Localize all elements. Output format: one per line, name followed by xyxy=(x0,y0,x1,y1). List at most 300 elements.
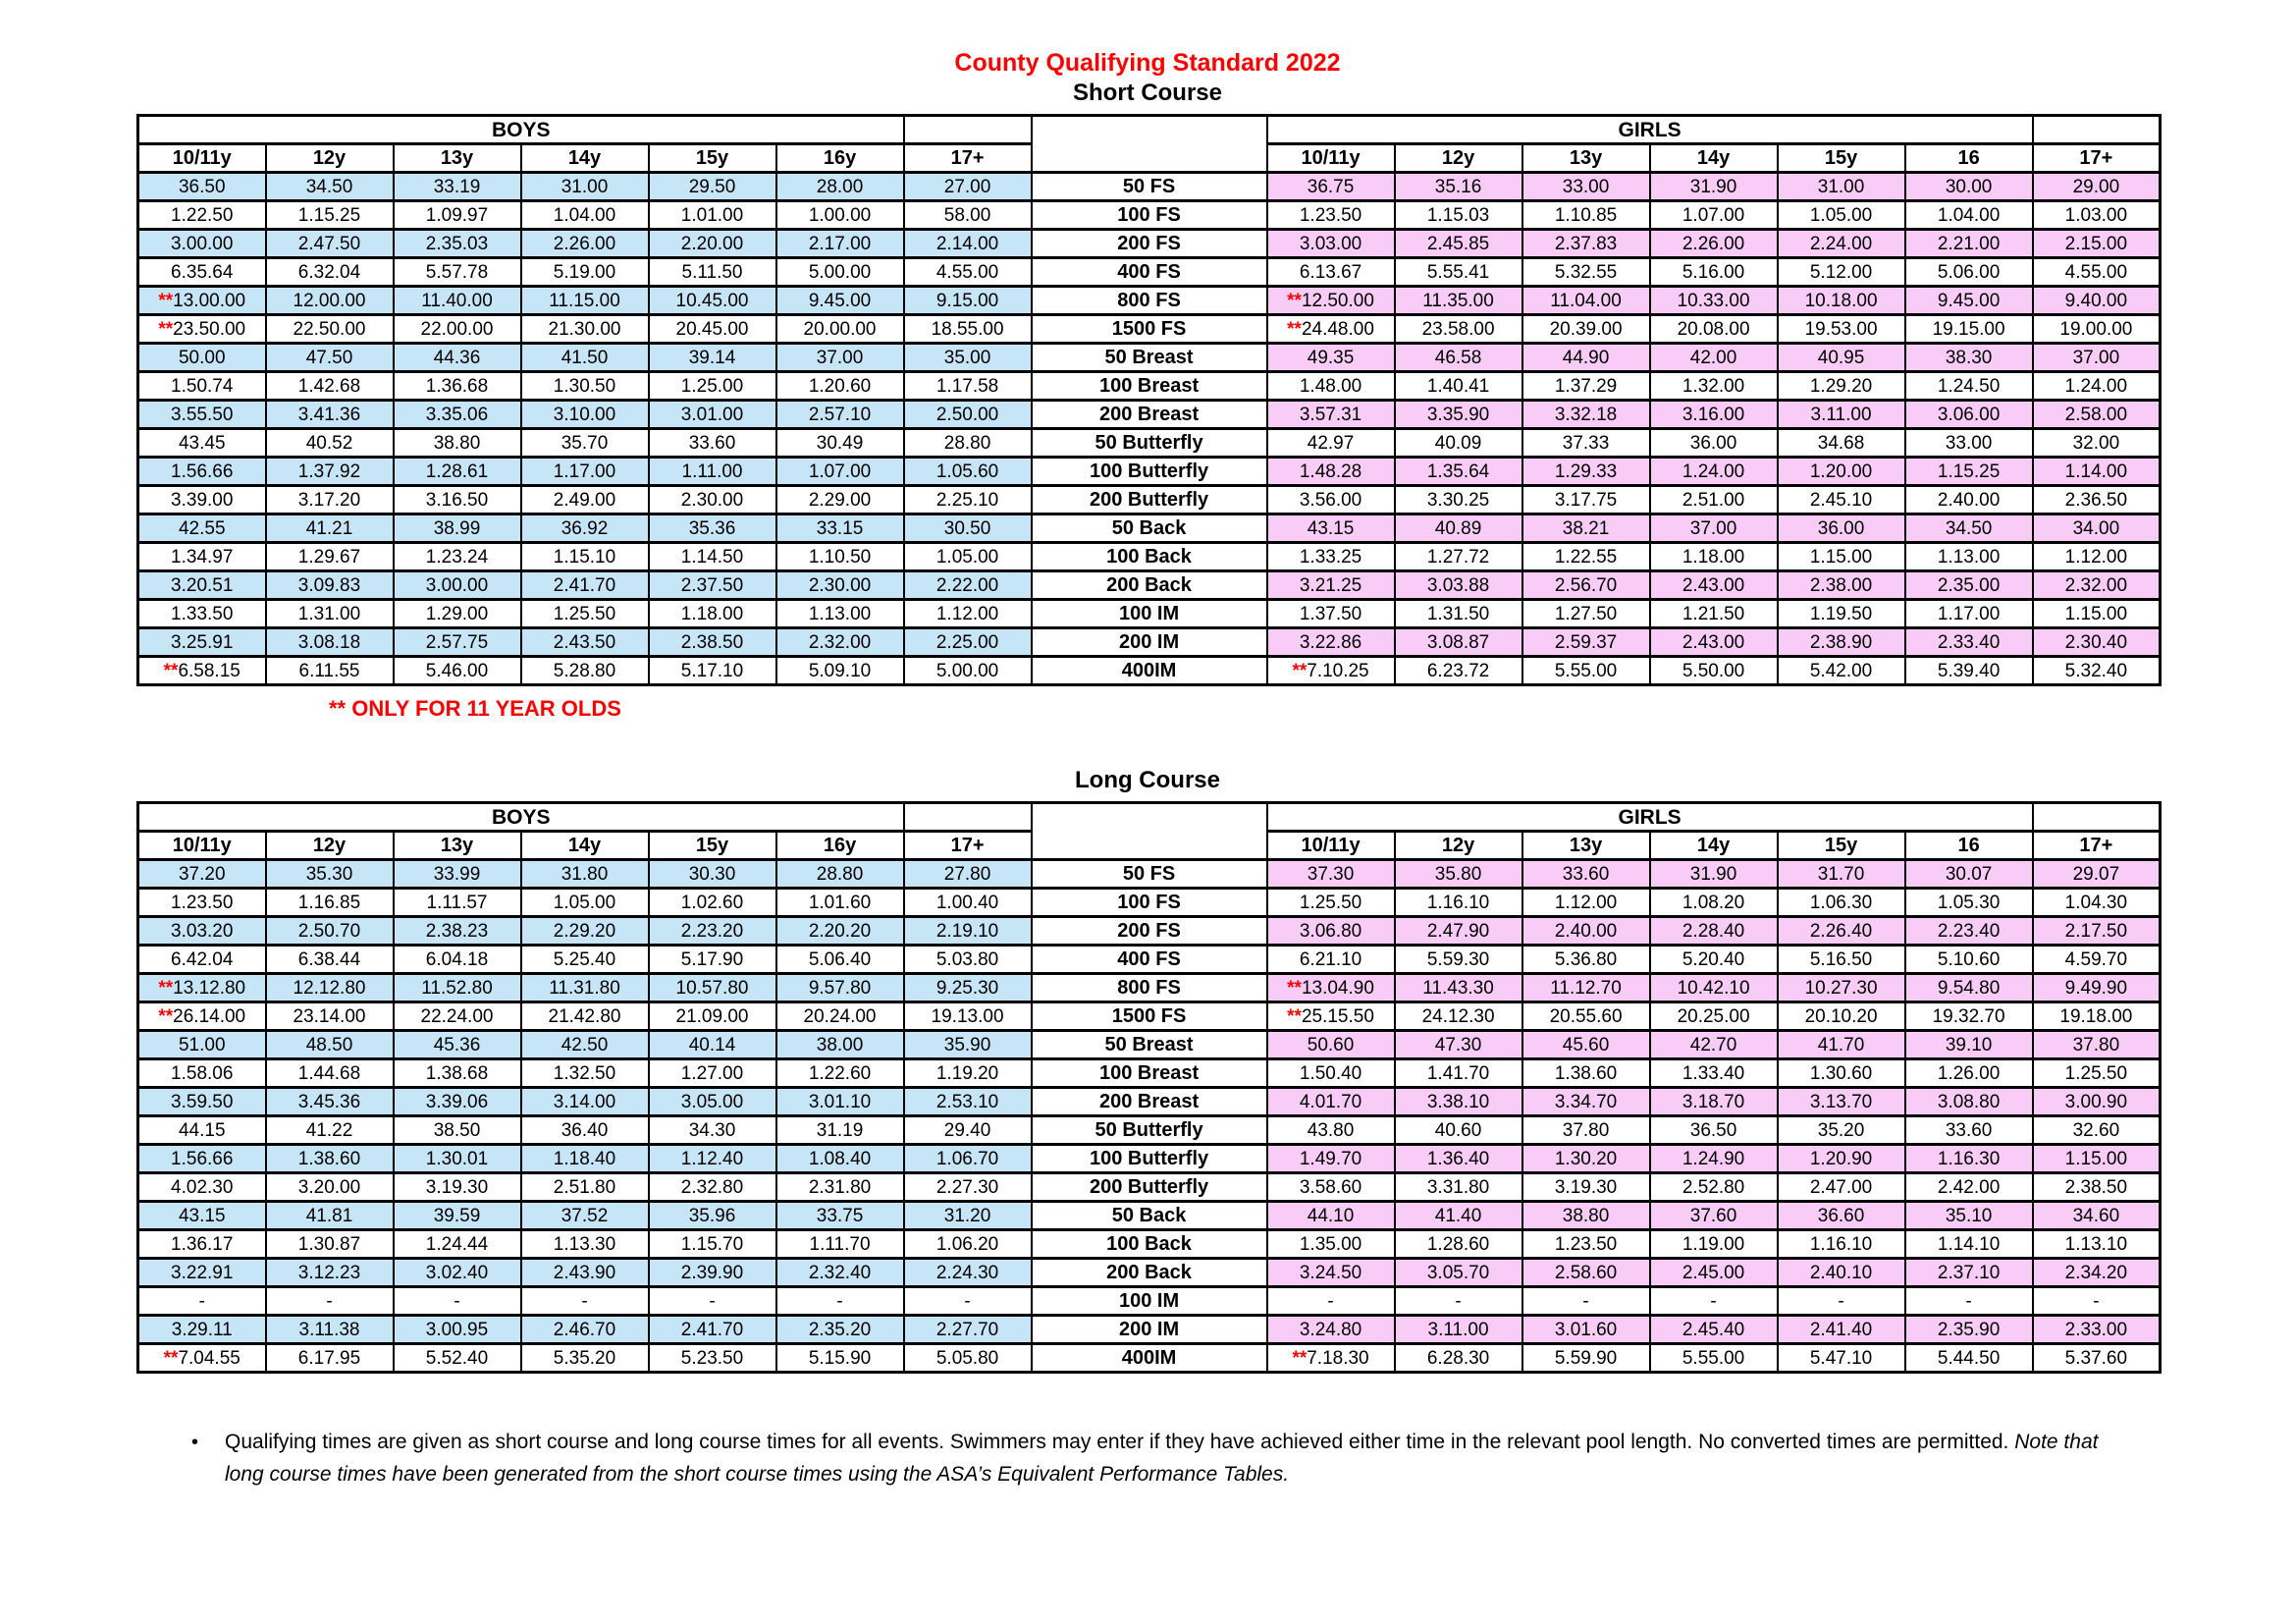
girls-time-cell: 45.60 xyxy=(1522,1031,1650,1059)
short-course-title: Short Course xyxy=(1072,80,1222,106)
boys-time-cell: 5.09.10 xyxy=(776,657,904,685)
girls-group-header: GIRLS xyxy=(1267,803,2033,832)
table-row xyxy=(138,974,2161,1002)
table-row xyxy=(138,287,2161,315)
girls-time-cell: 3.05.70 xyxy=(1395,1259,1522,1287)
boys-time-cell: 1.34.97 xyxy=(138,543,266,571)
boys-time-cell: 58.00 xyxy=(904,201,1032,230)
girls-age-header: 10/11y xyxy=(1267,832,1395,860)
boys-time-cell: 11.40.00 xyxy=(394,287,521,315)
boys-time-cell: 1.06.20 xyxy=(904,1230,1032,1259)
girls-time-cell: 43.80 xyxy=(1267,1116,1395,1145)
girls-time-cell: 1.15.00 xyxy=(2033,600,2161,628)
table-row xyxy=(138,486,2161,514)
boys-time-cell: 40.14 xyxy=(649,1031,776,1059)
girls-time-cell: 32.00 xyxy=(2033,429,2161,458)
table-row xyxy=(138,372,2161,401)
girls-time-cell: 3.57.31 xyxy=(1267,401,1395,429)
boys-time-cell: 21.30.00 xyxy=(521,315,649,344)
girls-time-cell: 5.16.00 xyxy=(1650,258,1778,287)
girls-time-cell: 9.54.80 xyxy=(1905,974,2033,1002)
girls-time-cell: 46.58 xyxy=(1395,344,1522,372)
event-label: 200 IM xyxy=(1032,628,1267,657)
table-row xyxy=(138,1202,2161,1230)
boys-time-cell: 2.30.00 xyxy=(776,571,904,600)
boys-time-cell: 5.46.00 xyxy=(394,657,521,685)
boys-time-cell: 2.20.00 xyxy=(649,230,776,258)
boys-time-cell: 37.52 xyxy=(521,1202,649,1230)
boys-age-header: 10/11y xyxy=(138,832,266,860)
girls-time-cell: 3.30.25 xyxy=(1395,486,1522,514)
event-label: 1500 FS xyxy=(1032,1002,1267,1031)
girls-time-cell: 1.35.00 xyxy=(1267,1230,1395,1259)
boys-time-cell: 1.27.00 xyxy=(649,1059,776,1088)
girls-time-cell: 2.37.83 xyxy=(1522,230,1650,258)
girls-time-cell: 1.40.41 xyxy=(1395,372,1522,401)
boys-time-cell: 3.20.00 xyxy=(266,1173,394,1202)
boys-time-cell: 3.10.00 xyxy=(521,401,649,429)
boys-time-cell: 1.37.92 xyxy=(266,458,394,486)
boys-time-cell: 38.00 xyxy=(776,1031,904,1059)
boys-time-cell: 2.22.00 xyxy=(904,571,1032,600)
girls-age-header: 13y xyxy=(1522,144,1650,173)
boys-time-cell: 48.50 xyxy=(266,1031,394,1059)
girls-time-cell: - xyxy=(1905,1287,2033,1316)
girls-time-cell: 20.39.00 xyxy=(1522,315,1650,344)
girls-time-cell: 4.55.00 xyxy=(2033,258,2161,287)
girls-time-cell: 37.80 xyxy=(1522,1116,1650,1145)
boys-time-cell: 2.20.20 xyxy=(776,917,904,946)
boys-time-cell: 1.06.70 xyxy=(904,1145,1032,1173)
girls-time-cell: 36.50 xyxy=(1650,1116,1778,1145)
girls-time-cell: 31.70 xyxy=(1778,860,1905,889)
boys-age-header: 12y xyxy=(266,144,394,173)
girls-time-cell: 3.38.10 xyxy=(1395,1088,1522,1116)
girls-time-cell: 2.43.00 xyxy=(1650,628,1778,657)
girls-time-cell: 6.21.10 xyxy=(1267,946,1395,974)
table-row xyxy=(138,946,2161,974)
girls-time-cell: - xyxy=(1650,1287,1778,1316)
girls-time-cell: 29.07 xyxy=(2033,860,2161,889)
boys-time-cell: 2.43.50 xyxy=(521,628,649,657)
boys-time-cell: 2.39.90 xyxy=(649,1259,776,1287)
footnote-italic: Note that long course times have been generated from the short course times using the ASA’s Equivalent Performance Tables. xyxy=(225,1431,2099,1486)
girls-time-cell: 36.60 xyxy=(1778,1202,1905,1230)
girls-time-cell: 3.24.50 xyxy=(1267,1259,1395,1287)
boys-time-cell: 1.29.67 xyxy=(266,543,394,571)
girls-time-cell: - xyxy=(1522,1287,1650,1316)
girls-time-cell: - xyxy=(2033,1287,2161,1316)
girls-time-cell: **25.15.50 xyxy=(1267,1002,1395,1031)
girls-time-cell: 5.59.90 xyxy=(1522,1344,1650,1373)
boys-time-cell: 42.50 xyxy=(521,1031,649,1059)
girls-time-cell: 3.08.87 xyxy=(1395,628,1522,657)
boys-time-cell: **23.50.00 xyxy=(138,315,266,344)
event-label: 200 Breast xyxy=(1032,401,1267,429)
boys-time-cell: 20.45.00 xyxy=(649,315,776,344)
girls-time-cell: 1.21.50 xyxy=(1650,600,1778,628)
girls-time-cell: 2.45.10 xyxy=(1778,486,1905,514)
eleven-only-marker: ** xyxy=(158,290,174,311)
girls-time-cell: 19.18.00 xyxy=(2033,1002,2161,1031)
girls-time-cell: 2.21.00 xyxy=(1905,230,2033,258)
girls-time-cell: **7.18.30 xyxy=(1267,1344,1395,1373)
boys-time-cell: 2.26.00 xyxy=(521,230,649,258)
girls-time-cell: 1.48.28 xyxy=(1267,458,1395,486)
girls-time-cell: 44.10 xyxy=(1267,1202,1395,1230)
bullet-icon: • xyxy=(191,1432,199,1453)
girls-time-cell: 1.37.50 xyxy=(1267,600,1395,628)
girls-time-cell: 3.03.88 xyxy=(1395,571,1522,600)
boys-time-cell: 3.55.50 xyxy=(138,401,266,429)
girls-time-cell: 2.28.40 xyxy=(1650,917,1778,946)
boys-time-cell: 5.05.80 xyxy=(904,1344,1032,1373)
girls-time-cell: 34.50 xyxy=(1905,514,2033,543)
boys-time-cell: 2.14.00 xyxy=(904,230,1032,258)
boys-time-cell: 6.17.95 xyxy=(266,1344,394,1373)
boys-time-cell: 22.50.00 xyxy=(266,315,394,344)
girls-time-cell: 3.08.80 xyxy=(1905,1088,2033,1116)
girls-time-cell: 1.07.00 xyxy=(1650,201,1778,230)
long-course-table-mount xyxy=(0,801,2296,1374)
girls-time-cell: 1.30.20 xyxy=(1522,1145,1650,1173)
girls-time-cell: 11.35.00 xyxy=(1395,287,1522,315)
event-label: 800 FS xyxy=(1032,287,1267,315)
girls-time-cell: 1.19.50 xyxy=(1778,600,1905,628)
girls-age-header: 14y xyxy=(1650,144,1778,173)
girls-age-header: 14y xyxy=(1650,832,1778,860)
boys-time-cell: 6.35.64 xyxy=(138,258,266,287)
girls-age-header: 12y xyxy=(1395,144,1522,173)
boys-time-cell: 1.04.00 xyxy=(521,201,649,230)
girls-time-cell: 19.32.70 xyxy=(1905,1002,2033,1031)
girls-time-cell: 1.12.00 xyxy=(1522,889,1650,917)
girls-time-cell: 2.51.00 xyxy=(1650,486,1778,514)
table-row xyxy=(138,173,2161,201)
girls-time-cell: 42.70 xyxy=(1650,1031,1778,1059)
boys-age-header: 14y xyxy=(521,832,649,860)
girls-time-cell: 3.06.00 xyxy=(1905,401,2033,429)
table-row xyxy=(138,628,2161,657)
girls-time-cell: 1.33.40 xyxy=(1650,1059,1778,1088)
girls-age-header: 12y xyxy=(1395,832,1522,860)
boys-time-cell: 12.12.80 xyxy=(266,974,394,1002)
boys-time-cell: 11.31.80 xyxy=(521,974,649,1002)
girls-time-cell: **7.10.25 xyxy=(1267,657,1395,685)
table-row xyxy=(138,258,2161,287)
girls-time-cell: 5.47.10 xyxy=(1778,1344,1905,1373)
boys-time-cell: 2.35.03 xyxy=(394,230,521,258)
boys-time-cell: 3.01.00 xyxy=(649,401,776,429)
girls-time-cell: 2.56.70 xyxy=(1522,571,1650,600)
girls-time-cell: 1.24.00 xyxy=(1650,458,1778,486)
boys-time-cell: 9.25.30 xyxy=(904,974,1032,1002)
girls-age-header: 10/11y xyxy=(1267,144,1395,173)
table-row xyxy=(138,1230,2161,1259)
girls-time-cell: 40.95 xyxy=(1778,344,1905,372)
girls-time-cell: 1.41.70 xyxy=(1395,1059,1522,1088)
girls-time-cell: 3.01.60 xyxy=(1522,1316,1650,1344)
eleven-only-marker: ** xyxy=(158,318,174,340)
girls-time-cell: 9.40.00 xyxy=(2033,287,2161,315)
girls-time-cell: 40.09 xyxy=(1395,429,1522,458)
boys-time-cell: 1.22.60 xyxy=(776,1059,904,1088)
boys-age-header: 13y xyxy=(394,832,521,860)
boys-time-cell: 44.36 xyxy=(394,344,521,372)
girls-time-cell: 1.19.00 xyxy=(1650,1230,1778,1259)
girls-time-cell: 3.24.80 xyxy=(1267,1316,1395,1344)
boys-time-cell: 23.14.00 xyxy=(266,1002,394,1031)
girls-time-cell: 43.15 xyxy=(1267,514,1395,543)
girls-17plus-header-spacer xyxy=(2033,116,2161,144)
boys-time-cell: 4.55.00 xyxy=(904,258,1032,287)
boys-time-cell: - xyxy=(394,1287,521,1316)
boys-time-cell: 3.00.00 xyxy=(138,230,266,258)
table-row xyxy=(138,429,2161,458)
girls-time-cell: 11.12.70 xyxy=(1522,974,1650,1002)
girls-age-header: 13y xyxy=(1522,832,1650,860)
boys-time-cell: 38.99 xyxy=(394,514,521,543)
table-row xyxy=(138,201,2161,230)
girls-time-cell: 2.45.85 xyxy=(1395,230,1522,258)
girls-time-cell: 11.04.00 xyxy=(1522,287,1650,315)
boys-time-cell: 2.43.90 xyxy=(521,1259,649,1287)
girls-time-cell: 3.56.00 xyxy=(1267,486,1395,514)
girls-time-cell: 35.80 xyxy=(1395,860,1522,889)
boys-time-cell: 31.20 xyxy=(904,1202,1032,1230)
event-label: 100 Butterfly xyxy=(1032,1145,1267,1173)
boys-time-cell: 3.17.20 xyxy=(266,486,394,514)
boys-time-cell: 3.03.20 xyxy=(138,917,266,946)
girls-time-cell: 2.15.00 xyxy=(2033,230,2161,258)
boys-time-cell: 1.44.68 xyxy=(266,1059,394,1088)
girls-time-cell: 37.33 xyxy=(1522,429,1650,458)
boys-time-cell: 43.15 xyxy=(138,1202,266,1230)
girls-time-cell: 1.15.00 xyxy=(1778,543,1905,571)
boys-time-cell: 5.57.78 xyxy=(394,258,521,287)
girls-time-cell: 3.17.75 xyxy=(1522,486,1650,514)
event-label: 800 FS xyxy=(1032,974,1267,1002)
boys-time-cell: 1.29.00 xyxy=(394,600,521,628)
boys-time-cell: 2.29.00 xyxy=(776,486,904,514)
boys-time-cell: 41.21 xyxy=(266,514,394,543)
boys-time-cell: 36.92 xyxy=(521,514,649,543)
table-row xyxy=(138,600,2161,628)
event-label: 200 IM xyxy=(1032,1316,1267,1344)
table-row xyxy=(138,1116,2161,1145)
girls-time-cell: 3.31.80 xyxy=(1395,1173,1522,1202)
boys-time-cell: 1.05.00 xyxy=(521,889,649,917)
girls-time-cell: 35.20 xyxy=(1778,1116,1905,1145)
girls-time-cell: 33.60 xyxy=(1522,860,1650,889)
event-label: 50 Breast xyxy=(1032,344,1267,372)
boys-time-cell: 12.00.00 xyxy=(266,287,394,315)
table-row xyxy=(138,458,2161,486)
boys-time-cell: 2.47.50 xyxy=(266,230,394,258)
girls-time-cell: 5.20.40 xyxy=(1650,946,1778,974)
girls-time-cell: 3.35.90 xyxy=(1395,401,1522,429)
girls-time-cell: 2.40.00 xyxy=(1522,917,1650,946)
boys-time-cell: 5.35.20 xyxy=(521,1344,649,1373)
boys-time-cell: 1.08.40 xyxy=(776,1145,904,1173)
boys-time-cell: 38.80 xyxy=(394,429,521,458)
girls-time-cell: 3.16.00 xyxy=(1650,401,1778,429)
girls-time-cell: 38.30 xyxy=(1905,344,2033,372)
boys-time-cell: 43.45 xyxy=(138,429,266,458)
boys-time-cell: 1.05.00 xyxy=(904,543,1032,571)
boys-age-header: 15y xyxy=(649,832,776,860)
girls-time-cell: 33.60 xyxy=(1905,1116,2033,1145)
boys-time-cell: 6.11.55 xyxy=(266,657,394,685)
boys-time-cell: 44.15 xyxy=(138,1116,266,1145)
boys-time-cell: 2.35.20 xyxy=(776,1316,904,1344)
footnote xyxy=(191,1427,2296,1490)
girls-time-cell: 1.04.30 xyxy=(2033,889,2161,917)
girls-time-cell: 49.35 xyxy=(1267,344,1395,372)
boys-time-cell: 3.22.91 xyxy=(138,1259,266,1287)
short-course-table xyxy=(136,114,2162,686)
table-row xyxy=(138,860,2161,889)
boys-time-cell: 2.29.20 xyxy=(521,917,649,946)
boys-time-cell: 35.90 xyxy=(904,1031,1032,1059)
girls-time-cell: **13.04.90 xyxy=(1267,974,1395,1002)
boys-time-cell: 27.80 xyxy=(904,860,1032,889)
boys-time-cell: 41.50 xyxy=(521,344,649,372)
boys-time-cell: 1.13.00 xyxy=(776,600,904,628)
girls-time-cell: 2.58.00 xyxy=(2033,401,2161,429)
boys-time-cell: 1.20.60 xyxy=(776,372,904,401)
girls-time-cell: 1.16.10 xyxy=(1395,889,1522,917)
event-label: 50 Butterfly xyxy=(1032,1116,1267,1145)
boys-time-cell: 33.75 xyxy=(776,1202,904,1230)
boys-time-cell: 40.52 xyxy=(266,429,394,458)
girls-time-cell: 10.27.30 xyxy=(1778,974,1905,1002)
boys-time-cell: 9.45.00 xyxy=(776,287,904,315)
boys-time-cell: 19.13.00 xyxy=(904,1002,1032,1031)
boys-time-cell: 2.57.75 xyxy=(394,628,521,657)
girls-time-cell: 2.37.10 xyxy=(1905,1259,2033,1287)
girls-group-header: GIRLS xyxy=(1267,116,2033,144)
boys-time-cell: 3.45.36 xyxy=(266,1088,394,1116)
boys-time-cell: 1.17.00 xyxy=(521,458,649,486)
boys-time-cell: 35.30 xyxy=(266,860,394,889)
girls-time-cell: 37.00 xyxy=(1650,514,1778,543)
boys-time-cell: **6.58.15 xyxy=(138,657,266,685)
girls-time-cell: 20.25.00 xyxy=(1650,1002,1778,1031)
boys-time-cell: **13.00.00 xyxy=(138,287,266,315)
girls-time-cell: 1.25.50 xyxy=(1267,889,1395,917)
boys-time-cell: 41.22 xyxy=(266,1116,394,1145)
boys-time-cell: 41.81 xyxy=(266,1202,394,1230)
boys-time-cell: 1.14.50 xyxy=(649,543,776,571)
boys-time-cell: 1.02.60 xyxy=(649,889,776,917)
girls-time-cell: 24.12.30 xyxy=(1395,1002,1522,1031)
table-row xyxy=(138,514,2161,543)
girls-time-cell: 4.01.70 xyxy=(1267,1088,1395,1116)
boys-time-cell: 1.05.60 xyxy=(904,458,1032,486)
event-label: 50 FS xyxy=(1032,173,1267,201)
boys-time-cell: 5.15.90 xyxy=(776,1344,904,1373)
boys-time-cell: 2.49.00 xyxy=(521,486,649,514)
boys-time-cell: 2.17.00 xyxy=(776,230,904,258)
girls-time-cell: 2.47.00 xyxy=(1778,1173,1905,1202)
boys-time-cell: 1.12.40 xyxy=(649,1145,776,1173)
footnote-text xyxy=(225,1427,2119,1490)
girls-time-cell: 1.26.00 xyxy=(1905,1059,2033,1088)
girls-time-cell: 1.25.50 xyxy=(2033,1059,2161,1088)
boys-time-cell: 2.51.80 xyxy=(521,1173,649,1202)
boys-time-cell: 2.38.50 xyxy=(649,628,776,657)
boys-time-cell: 1.32.50 xyxy=(521,1059,649,1088)
girls-time-cell: 37.80 xyxy=(2033,1031,2161,1059)
boys-time-cell: 21.09.00 xyxy=(649,1002,776,1031)
girls-time-cell: 1.18.00 xyxy=(1650,543,1778,571)
girls-time-cell: 1.33.25 xyxy=(1267,543,1395,571)
girls-time-cell: **24.48.00 xyxy=(1267,315,1395,344)
boys-17plus-header-spacer xyxy=(904,116,1032,144)
girls-time-cell: 2.26.00 xyxy=(1650,230,1778,258)
event-label: 400IM xyxy=(1032,657,1267,685)
girls-time-cell: 1.15.00 xyxy=(2033,1145,2161,1173)
girls-time-cell: 2.45.40 xyxy=(1650,1316,1778,1344)
boys-time-cell: 2.24.30 xyxy=(904,1259,1032,1287)
girls-time-cell: 2.38.50 xyxy=(2033,1173,2161,1202)
event-label: 100 Breast xyxy=(1032,372,1267,401)
girls-time-cell: 3.22.86 xyxy=(1267,628,1395,657)
boys-time-cell: 1.13.30 xyxy=(521,1230,649,1259)
long-course-title: Long Course xyxy=(1075,767,1220,793)
boys-time-cell: 33.19 xyxy=(394,173,521,201)
girls-age-header: 16 xyxy=(1905,832,2033,860)
girls-time-cell: 1.28.60 xyxy=(1395,1230,1522,1259)
girls-time-cell: 1.12.00 xyxy=(2033,543,2161,571)
event-label: 100 FS xyxy=(1032,889,1267,917)
boys-time-cell: 34.50 xyxy=(266,173,394,201)
girls-time-cell: 1.13.10 xyxy=(2033,1230,2161,1259)
boys-time-cell: 1.01.60 xyxy=(776,889,904,917)
girls-time-cell: 5.55.00 xyxy=(1650,1344,1778,1373)
girls-time-cell: 1.05.30 xyxy=(1905,889,2033,917)
event-label: 200 Back xyxy=(1032,1259,1267,1287)
boys-time-cell: 1.28.61 xyxy=(394,458,521,486)
boys-time-cell: 1.36.17 xyxy=(138,1230,266,1259)
girls-time-cell: 1.20.90 xyxy=(1778,1145,1905,1173)
girls-time-cell: 5.59.30 xyxy=(1395,946,1522,974)
girls-time-cell: 35.10 xyxy=(1905,1202,2033,1230)
girls-time-cell: 1.31.50 xyxy=(1395,600,1522,628)
boys-time-cell: 1.56.66 xyxy=(138,458,266,486)
girls-time-cell: 1.30.60 xyxy=(1778,1059,1905,1088)
girls-time-cell: 2.35.90 xyxy=(1905,1316,2033,1344)
boys-time-cell: - xyxy=(266,1287,394,1316)
boys-age-header: 14y xyxy=(521,144,649,173)
boys-time-cell: 1.19.20 xyxy=(904,1059,1032,1088)
girls-time-cell: 1.14.00 xyxy=(2033,458,2161,486)
eleven-only-marker: ** xyxy=(158,977,174,999)
girls-time-cell: 31.00 xyxy=(1778,173,1905,201)
event-label: 200 Butterfly xyxy=(1032,486,1267,514)
girls-time-cell: 2.47.90 xyxy=(1395,917,1522,946)
boys-time-cell: 3.29.11 xyxy=(138,1316,266,1344)
girls-time-cell: 9.49.90 xyxy=(2033,974,2161,1002)
boys-17plus-header-spacer xyxy=(904,803,1032,832)
event-label: 200 FS xyxy=(1032,917,1267,946)
event-label: 50 Butterfly xyxy=(1032,429,1267,458)
boys-time-cell: 2.30.00 xyxy=(649,486,776,514)
boys-time-cell: 6.32.04 xyxy=(266,258,394,287)
girls-time-cell: 2.30.40 xyxy=(2033,628,2161,657)
boys-time-cell: 28.80 xyxy=(776,860,904,889)
